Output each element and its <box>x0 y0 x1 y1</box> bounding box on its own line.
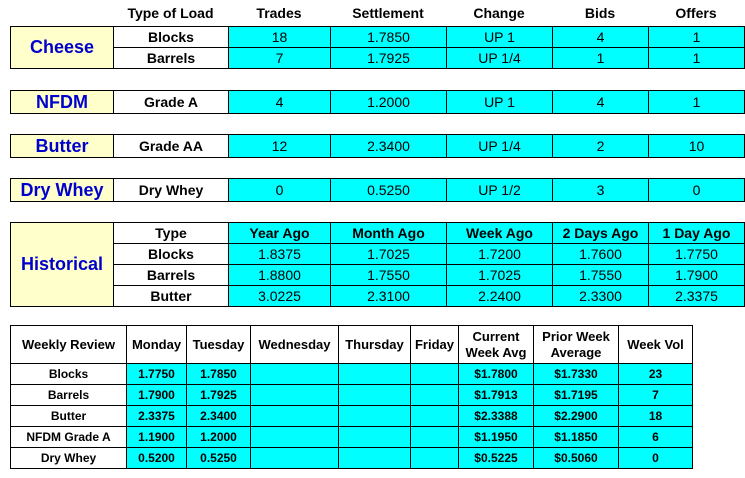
weekly-value: 1.7850 <box>187 364 251 385</box>
weekly-value: $1.7195 <box>534 385 619 406</box>
weekly-header-current-week-avg: Current Week Avg <box>459 326 534 364</box>
weekly-value: $1.1850 <box>534 427 619 448</box>
weekly-header-tuesday: Tuesday <box>187 326 251 364</box>
trades-value: 18 <box>229 27 331 48</box>
hist-value: 1.7550 <box>331 265 447 286</box>
weekly-value <box>411 448 459 469</box>
weekly-value <box>339 364 411 385</box>
offers-value: 1 <box>649 91 745 114</box>
offers-value: 0 <box>649 179 745 202</box>
change-value: UP 1/4 <box>447 48 553 69</box>
hist-value: 1.7600 <box>553 244 649 265</box>
weekly-value <box>411 427 459 448</box>
weekly-value <box>339 385 411 406</box>
hist-header-week-ago: Week Ago <box>447 223 553 244</box>
weekly-value: 2.3400 <box>187 406 251 427</box>
header-bids: Bids <box>584 5 616 21</box>
weekly-header-monday: Monday <box>127 326 187 364</box>
weekly-value: 7 <box>619 385 693 406</box>
category-butter: Butter <box>11 135 114 158</box>
weekly-value: $2.2900 <box>534 406 619 427</box>
bids-value: 4 <box>553 91 649 114</box>
weekly-header-thursday: Thursday <box>339 326 411 364</box>
weekly-header-review: Weekly Review <box>11 326 127 364</box>
weekly-value: 18 <box>619 406 693 427</box>
weekly-value: 0.5250 <box>187 448 251 469</box>
offers-value: 1 <box>649 27 745 48</box>
weekly-value: 2.3375 <box>127 406 187 427</box>
bids-value: 2 <box>553 135 649 158</box>
weekly-value: 1.1900 <box>127 427 187 448</box>
hist-value: 2.3375 <box>649 286 745 307</box>
weekly-value: $1.7800 <box>459 364 534 385</box>
weekly-value: 1.7925 <box>187 385 251 406</box>
weekly-value <box>251 385 339 406</box>
hist-value: 1.7200 <box>447 244 553 265</box>
settlement-value: 1.7850 <box>331 27 447 48</box>
weekly-value: $1.1950 <box>459 427 534 448</box>
weekly-row-label: Barrels <box>11 385 127 406</box>
header-trades: Trades <box>256 5 302 21</box>
category-dry-whey: Dry Whey <box>11 179 114 202</box>
weekly-header-week-vol: Week Vol <box>619 326 693 364</box>
weekly-value <box>251 448 339 469</box>
hist-header-2-days-ago: 2 Days Ago <box>553 223 649 244</box>
trades-value: 12 <box>229 135 331 158</box>
change-value: UP 1 <box>447 91 553 114</box>
weekly-row-label: NFDM Grade A <box>11 427 127 448</box>
hist-value: 1.8800 <box>229 265 331 286</box>
bids-value: 1 <box>553 48 649 69</box>
weekly-value <box>339 448 411 469</box>
nfdm-table <box>10 90 745 114</box>
weekly-value <box>251 364 339 385</box>
weekly-value: $2.3388 <box>459 406 534 427</box>
change-value: UP 1/4 <box>447 135 553 158</box>
hist-header-type: Type <box>114 223 229 244</box>
category-historical: Historical <box>11 223 114 307</box>
weekly-value: $1.7913 <box>459 385 534 406</box>
weekly-value <box>251 406 339 427</box>
hist-value: 1.7750 <box>649 244 745 265</box>
load-type: Blocks <box>114 27 229 48</box>
weekly-header-prior-week-average: Prior Week Average <box>534 326 619 364</box>
weekly-value: 1.2000 <box>187 427 251 448</box>
settlement-value: 1.7925 <box>331 48 447 69</box>
settlement-value: 1.2000 <box>331 91 447 114</box>
hist-value: 2.3300 <box>553 286 649 307</box>
load-type: Grade AA <box>114 135 229 158</box>
weekly-header-wednesday: Wednesday <box>251 326 339 364</box>
weekly-value <box>339 427 411 448</box>
hist-row-label: Barrels <box>114 265 229 286</box>
hist-row-label: Butter <box>114 286 229 307</box>
hist-header-year-ago: Year Ago <box>229 223 331 244</box>
bids-value: 4 <box>553 27 649 48</box>
weekly-header-friday: Friday <box>411 326 459 364</box>
offers-value: 10 <box>649 135 745 158</box>
hist-value: 1.7025 <box>447 265 553 286</box>
cheese-table <box>10 26 745 69</box>
change-value: UP 1 <box>447 27 553 48</box>
header-offers: Offers <box>675 5 717 21</box>
settlement-value: 2.3400 <box>331 135 447 158</box>
weekly-value: 1.7900 <box>127 385 187 406</box>
historical-table <box>10 222 745 307</box>
weekly-value: 6 <box>619 427 693 448</box>
weekly-value <box>411 364 459 385</box>
weekly-value <box>411 385 459 406</box>
weekly-review-table <box>10 325 693 469</box>
market-header <box>10 2 744 24</box>
weekly-value: $0.5060 <box>534 448 619 469</box>
weekly-row-label: Dry Whey <box>11 448 127 469</box>
hist-value: 2.2400 <box>447 286 553 307</box>
header-change: Change <box>473 5 525 21</box>
butter-table <box>10 134 745 158</box>
weekly-value <box>339 406 411 427</box>
weekly-value: 0.5200 <box>127 448 187 469</box>
header-settlement: Settlement <box>352 5 424 21</box>
hist-header-1-day-ago: 1 Day Ago <box>649 223 745 244</box>
hist-header-month-ago: Month Ago <box>331 223 447 244</box>
offers-value: 1 <box>649 48 745 69</box>
header-type-of-load: Type of Load <box>127 5 214 21</box>
weekly-value: $1.7330 <box>534 364 619 385</box>
hist-value: 1.7025 <box>331 244 447 265</box>
weekly-row-label: Butter <box>11 406 127 427</box>
load-type: Dry Whey <box>114 179 229 202</box>
weekly-value <box>411 406 459 427</box>
load-type: Barrels <box>114 48 229 69</box>
trades-value: 0 <box>229 179 331 202</box>
dry-whey-table <box>10 178 745 202</box>
hist-row-label: Blocks <box>114 244 229 265</box>
weekly-value: 23 <box>619 364 693 385</box>
load-type: Grade A <box>114 91 229 114</box>
weekly-value: 1.7750 <box>127 364 187 385</box>
category-nfdm: NFDM <box>11 91 114 114</box>
settlement-value: 0.5250 <box>331 179 447 202</box>
hist-value: 3.0225 <box>229 286 331 307</box>
weekly-value: 0 <box>619 448 693 469</box>
hist-value: 1.7550 <box>553 265 649 286</box>
category-cheese: Cheese <box>11 27 114 69</box>
hist-value: 1.8375 <box>229 244 331 265</box>
trades-value: 4 <box>229 91 331 114</box>
bids-value: 3 <box>553 179 649 202</box>
change-value: UP 1/2 <box>447 179 553 202</box>
weekly-value: $0.5225 <box>459 448 534 469</box>
hist-value: 1.7900 <box>649 265 745 286</box>
weekly-row-label: Blocks <box>11 364 127 385</box>
trades-value: 7 <box>229 48 331 69</box>
hist-value: 2.3100 <box>331 286 447 307</box>
weekly-value <box>251 427 339 448</box>
